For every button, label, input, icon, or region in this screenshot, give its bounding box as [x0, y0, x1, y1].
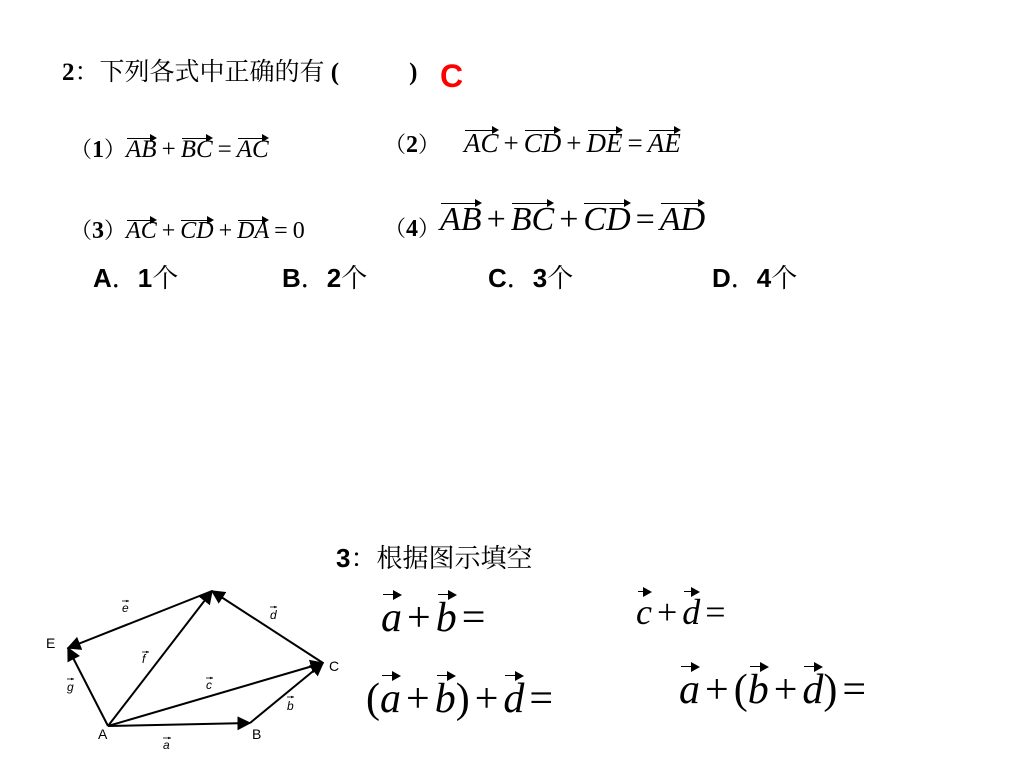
vector-b: b: [748, 666, 769, 714]
question-number: 2: [62, 59, 75, 86]
vector-bc: BC: [180, 136, 213, 163]
vector-cd: CD: [523, 128, 562, 158]
vector-figure: [0, 560, 360, 768]
vector-e-label: e: [122, 601, 129, 615]
vector-c-label: c: [206, 678, 212, 692]
vector-arrow-icon: [583, 199, 630, 207]
paren-close: ): [409, 59, 418, 86]
choice-d[interactable]: D．4个: [712, 263, 798, 294]
choice-b[interactable]: B．2个: [282, 263, 368, 294]
item-3-label: （3）: [70, 218, 127, 244]
point-e-label: E: [46, 635, 56, 651]
vector-arrow-icon: [440, 199, 482, 207]
paren-open: (: [330, 59, 340, 86]
vector-da: DA: [237, 218, 270, 244]
question-stem: ：下列各式中正确的有: [74, 57, 325, 86]
vector-arrow-icon: [660, 199, 705, 207]
vector-arrow-icon: [464, 126, 499, 134]
vector-a: a: [380, 675, 401, 723]
item-4: [384, 201, 706, 242]
vector-a: a: [381, 594, 402, 642]
choice-c[interactable]: C．3个: [488, 263, 574, 294]
item-2-label: （2）: [384, 132, 441, 158]
vector-b: b: [435, 675, 456, 723]
question-3-title: 3：根据图示填空: [336, 543, 533, 574]
vector-arrow-icon: [804, 662, 823, 672]
vector-cd: CD: [180, 218, 214, 244]
item-3: [70, 214, 305, 245]
vector-arrow-icon: [524, 126, 562, 134]
vector-de: DE: [586, 128, 623, 158]
vector-arrow-icon: [438, 590, 457, 600]
vector-d: d: [682, 591, 700, 633]
vector-b-label: b: [287, 699, 294, 713]
point-a-label: A: [98, 726, 108, 742]
vector-a-arrow: [108, 723, 250, 726]
vector-arrow-icon: [505, 671, 524, 681]
vector-arrow-icon: [126, 134, 157, 142]
vector-arrow-icon: [126, 216, 157, 224]
expr-4: a + ( b + d) =: [679, 666, 871, 714]
vector-ae: AE: [647, 128, 681, 158]
vector-ab: AB: [126, 136, 157, 163]
vector-arrow-icon: [237, 216, 269, 224]
vector-ac: AC: [126, 218, 157, 244]
vector-arrow-icon: [437, 671, 456, 681]
answer-mark: C: [440, 58, 464, 94]
expr-1: a + b =: [381, 594, 490, 642]
item-1: [70, 133, 269, 164]
vector-arrow-icon: [511, 199, 554, 207]
vector-d: d: [802, 666, 823, 714]
vector-arrow-icon: [383, 590, 402, 600]
vector-b: b: [436, 594, 457, 642]
vector-a: a: [679, 666, 700, 714]
vector-ad: AD: [659, 201, 706, 238]
vector-bc: BC: [510, 201, 555, 238]
vector-arrow-icon: [648, 126, 681, 134]
vector-f-label: f: [142, 652, 146, 666]
vector-arrow-icon: [750, 662, 769, 672]
vector-ab: AB: [440, 201, 482, 238]
vector-d-arrow: [212, 591, 323, 663]
vector-arrow-icon: [684, 587, 700, 597]
item-2: [384, 128, 681, 159]
vector-a-label: a: [163, 738, 170, 752]
vector-arrow-icon: [237, 134, 269, 142]
vector-arrow-icon: [681, 662, 700, 672]
vector-ac: AC: [464, 128, 499, 158]
vector-arrow-icon: [382, 671, 401, 681]
vector-d-label: d: [270, 608, 277, 622]
expr-2: c + d =: [636, 591, 731, 633]
vector-ac: AC: [236, 136, 269, 163]
vector-arrow-icon: [587, 126, 623, 134]
choice-a[interactable]: A．1个: [93, 263, 179, 294]
zero-value: 0: [292, 218, 305, 244]
item-1-label: （1）: [70, 137, 127, 163]
point-c-label: C: [329, 658, 340, 674]
vector-g-label: g: [67, 680, 74, 694]
vector-g-arrow: [68, 648, 108, 726]
item-2-formula: AC + CD + DE = AE: [464, 128, 681, 158]
vector-arrow-icon: [180, 216, 213, 224]
vector-cd: CD: [583, 201, 631, 238]
item-1-formula: AB + BC = AC: [126, 136, 269, 163]
vector-c-arrow: [108, 663, 323, 726]
vector-c: c: [636, 591, 652, 633]
vector-arrow-icon: [181, 134, 213, 142]
vector-b-arrow: [250, 663, 323, 723]
expr-3: ( a + b) + d =: [366, 675, 558, 723]
item-3-formula: AC + CD + DA = 0: [126, 218, 305, 244]
question-2-title: [62, 52, 417, 88]
vector-d: d: [503, 675, 524, 723]
item-4-formula: AB + BC + CD = AD: [440, 201, 706, 238]
point-b-label: B: [252, 726, 262, 742]
item-4-label: （4）: [384, 216, 441, 242]
vector-arrow-icon: [638, 587, 652, 597]
